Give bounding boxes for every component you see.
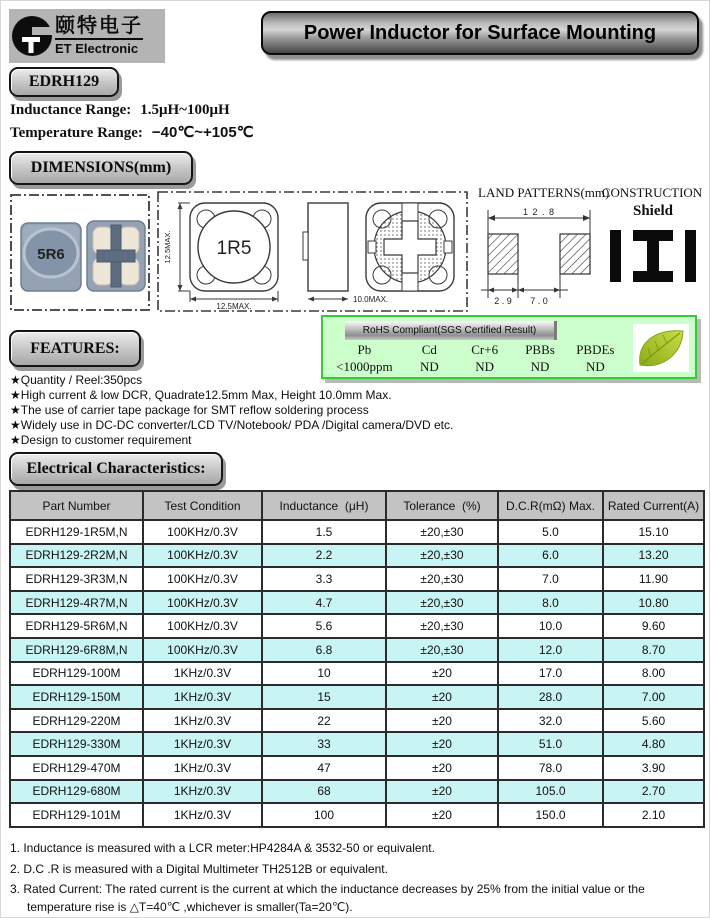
temperature-range-value: −40℃~+105℃ xyxy=(151,124,254,141)
table-cell: 1KHz/0.3V xyxy=(143,709,262,733)
temperature-range-label: Temperature Range: xyxy=(10,125,143,141)
land-gap-label: 7 . 0 xyxy=(530,296,548,306)
feature-item: ★High current & low DCR, Quadrate12.5mm Max, Height 10.0mm Max. xyxy=(10,387,392,402)
table-cell: 17.0 xyxy=(498,662,603,686)
table-cell: 22 xyxy=(262,709,386,733)
table-cell: EDRH129-100M xyxy=(10,662,143,686)
table-cell: 1KHz/0.3V xyxy=(143,803,262,827)
table-cell: ±20,±30 xyxy=(386,614,498,638)
dimensions-section-header xyxy=(9,151,193,185)
table-cell: 47 xyxy=(262,756,386,780)
et-logo-mark-icon xyxy=(11,11,55,61)
table-cell: ±20 xyxy=(386,780,498,804)
table-row xyxy=(10,780,704,804)
rohs-substance-label: Cr+6 xyxy=(471,342,499,358)
column-header: Inductance (μH) xyxy=(262,491,386,520)
table-cell: ±20 xyxy=(386,685,498,709)
table-cell: 8.70 xyxy=(603,638,704,662)
table-cell: EDRH129-4R7M,N xyxy=(10,591,143,615)
logo-chinese-name: 颐特电子 xyxy=(55,15,143,37)
table-cell: 32.0 xyxy=(498,709,603,733)
table-row xyxy=(10,638,704,662)
land-pattern-drawing xyxy=(478,206,600,314)
table-cell: ±20,±30 xyxy=(386,567,498,591)
series-label: EDRH129 xyxy=(28,73,100,90)
table-cell: 5.6 xyxy=(262,614,386,638)
footnote-item: 3. Rated Current: The rated current is the current at which the inductance decreases by 25% from the initial value or the temperature rise is △T=40℃ ,whichever is smaller(Ta=20℃). xyxy=(10,882,645,914)
table-cell: EDRH129-2R2M,N xyxy=(10,544,143,568)
product-photo xyxy=(9,193,151,312)
features-section-title: FEATURES: xyxy=(30,339,120,357)
company-logo xyxy=(9,9,165,63)
rohs-substance-label: Pb xyxy=(357,342,372,358)
table-cell: EDRH129-3R3M,N xyxy=(10,567,143,591)
table-cell: ±20 xyxy=(386,732,498,756)
table-cell: 7.0 xyxy=(498,567,603,591)
rohs-substance-label: PBBs xyxy=(525,342,555,358)
shield-construction-icon xyxy=(607,227,699,285)
footnotes xyxy=(10,840,708,918)
table-cell: 10 xyxy=(262,662,386,686)
table-cell: ±20,±30 xyxy=(386,638,498,662)
table-cell: ±20 xyxy=(386,803,498,827)
table-cell: 100KHz/0.3V xyxy=(143,567,262,591)
features-list xyxy=(10,373,610,448)
table-cell: 5.0 xyxy=(498,520,603,544)
table-body xyxy=(10,520,704,827)
series-badge xyxy=(9,67,119,97)
table-cell: ±20,±30 xyxy=(386,544,498,568)
footnote-item: 2. D.C .R is measured with a Digital Multimeter TH2512B or equivalent. xyxy=(10,861,388,876)
rohs-substances-row xyxy=(327,342,623,359)
table-cell: 11.90 xyxy=(603,567,704,591)
table-cell: 1KHz/0.3V xyxy=(143,685,262,709)
table-cell: ±20,±30 xyxy=(386,591,498,615)
table-cell: 100KHz/0.3V xyxy=(143,591,262,615)
table-cell: EDRH129-220M xyxy=(10,709,143,733)
logo-english-name: ET Electronic xyxy=(55,41,139,56)
table-cell: EDRH129-680M xyxy=(10,780,143,804)
table-cell: 10.80 xyxy=(603,591,704,615)
table-cell: 100 xyxy=(262,803,386,827)
table-cell: 100KHz/0.3V xyxy=(143,638,262,662)
page-title-banner xyxy=(261,11,699,55)
column-header: Part Number xyxy=(10,491,143,520)
table-cell: ±20 xyxy=(386,756,498,780)
rohs-banner-text: RoHS Compliant(SGS Certified Result) xyxy=(362,325,537,336)
rohs-substance-value: ND xyxy=(475,358,495,374)
construction-title: CONSTRUCTION xyxy=(601,185,703,200)
table-row xyxy=(10,544,704,568)
table-cell: 13.20 xyxy=(603,544,704,568)
drawing-part-marking: 1R5 xyxy=(216,238,252,259)
table-cell: 100KHz/0.3V xyxy=(143,544,262,568)
leaf-icon xyxy=(633,324,689,372)
feature-item: ★Widely use in DC-DC converter/LCD TV/Notebook/ PDA /Digital camera/DVD etc. xyxy=(10,417,454,432)
electrical-characteristics-table xyxy=(9,490,705,828)
table-cell: ±20 xyxy=(386,662,498,686)
photo-part-marking: 5R6 xyxy=(37,246,65,263)
table-row xyxy=(10,709,704,733)
table-row xyxy=(10,732,704,756)
rohs-substance-label: PBDEs xyxy=(576,342,615,358)
table-cell: 105.0 xyxy=(498,780,603,804)
inductance-range-line xyxy=(10,102,230,119)
table-cell: EDRH129-470M xyxy=(10,756,143,780)
inductance-range-label: Inductance Range: xyxy=(10,102,132,118)
table-cell: 10.0 xyxy=(498,614,603,638)
column-header: D.C.R(mΩ) Max. xyxy=(498,491,603,520)
table-cell: 1KHz/0.3V xyxy=(143,780,262,804)
table-cell: 1KHz/0.3V xyxy=(143,756,262,780)
table-cell: 15 xyxy=(262,685,386,709)
rohs-substance-value: ND xyxy=(419,358,439,374)
table-cell: EDRH129-101M xyxy=(10,803,143,827)
column-header: Test Condition xyxy=(143,491,262,520)
table-cell: 5.60 xyxy=(603,709,704,733)
table-row xyxy=(10,803,704,827)
rohs-substance-value: <1000ppm xyxy=(336,358,393,374)
green-leaf-box xyxy=(633,324,689,372)
table-cell: 4.7 xyxy=(262,591,386,615)
table-cell: 9.60 xyxy=(603,614,704,638)
table-cell: 51.0 xyxy=(498,732,603,756)
page-title: Power Inductor for Surface Mounting xyxy=(303,21,657,44)
table-row xyxy=(10,567,704,591)
rohs-banner xyxy=(345,321,557,340)
construction-type-label: Shield xyxy=(632,203,674,219)
table-row xyxy=(10,685,704,709)
logo-text xyxy=(55,16,143,56)
table-row xyxy=(10,591,704,615)
table-cell: 68 xyxy=(262,780,386,804)
dimension-drawing xyxy=(156,190,469,313)
column-header: Rated Current(A) xyxy=(603,491,704,520)
logo-divider xyxy=(55,38,143,40)
land-pad-width-label: 2 . 9 xyxy=(494,296,512,306)
inductance-range-value: 1.5μH~100μH xyxy=(140,102,230,118)
temperature-range-line xyxy=(10,123,254,142)
table-cell: 2.10 xyxy=(603,803,704,827)
rohs-substance-value: ND xyxy=(585,358,605,374)
column-header: Tolerance (%) xyxy=(386,491,498,520)
table-cell: 78.0 xyxy=(498,756,603,780)
table-cell: EDRH129-1R5M,N xyxy=(10,520,143,544)
rohs-compliance-panel xyxy=(321,315,697,379)
rohs-substance-value: ND xyxy=(530,358,550,374)
table-cell: 6.8 xyxy=(262,638,386,662)
table-cell: 1.5 xyxy=(262,520,386,544)
table-cell: 12.0 xyxy=(498,638,603,662)
table-row xyxy=(10,756,704,780)
table-cell: ±20,±30 xyxy=(386,520,498,544)
table-cell: EDRH129-5R6M,N xyxy=(10,614,143,638)
electrical-section-title: Electrical Characteristics: xyxy=(26,460,206,477)
table-cell: 2.70 xyxy=(603,780,704,804)
table-cell: 2.2 xyxy=(262,544,386,568)
table-row xyxy=(10,614,704,638)
table-cell: 8.0 xyxy=(498,591,603,615)
table-cell: EDRH129-6R8M,N xyxy=(10,638,143,662)
table-cell: 1KHz/0.3V xyxy=(143,732,262,756)
feature-item: ★Quantity / Reel:350pcs xyxy=(10,373,143,387)
dim-depth-label: 10.0MAX. xyxy=(353,295,389,304)
table-cell: 6.0 xyxy=(498,544,603,568)
footnote-item: 1. Inductance is measured with a LCR meter:HP4284A & 3532-50 or equivalent. xyxy=(10,841,435,855)
dim-height-label: 12.5MAX. xyxy=(163,230,172,264)
land-patterns-title: LAND PATTERNS(mm) xyxy=(478,185,610,200)
rohs-table xyxy=(327,342,623,375)
feature-item: ★The use of carrier tape package for SMT reflow soldering process xyxy=(10,402,369,417)
dim-width-label: 12.5MAX. xyxy=(216,302,252,311)
table-cell: 15.10 xyxy=(603,520,704,544)
land-total-width-label: 1 2 . 8 xyxy=(522,207,556,217)
table-cell: 33 xyxy=(262,732,386,756)
table-cell: 7.00 xyxy=(603,685,704,709)
table-header-row xyxy=(10,491,704,520)
table-cell: 28.0 xyxy=(498,685,603,709)
features-section-header xyxy=(9,330,141,367)
table-cell: 4.80 xyxy=(603,732,704,756)
table-cell: 1KHz/0.3V xyxy=(143,662,262,686)
table-row xyxy=(10,662,704,686)
table-cell: EDRH129-330M xyxy=(10,732,143,756)
feature-item: ★Design to customer requirement xyxy=(10,432,192,447)
table-cell: 100KHz/0.3V xyxy=(143,614,262,638)
dimensions-section-title: DIMENSIONS(mm) xyxy=(30,159,172,176)
table-row xyxy=(10,520,704,544)
table-cell: 150.0 xyxy=(498,803,603,827)
electrical-section-header xyxy=(9,452,223,486)
table-cell: 8.00 xyxy=(603,662,704,686)
table-cell: 100KHz/0.3V xyxy=(143,520,262,544)
table-cell: EDRH129-150M xyxy=(10,685,143,709)
table-cell: ±20 xyxy=(386,709,498,733)
table-cell: 3.3 xyxy=(262,567,386,591)
rohs-substance-label: Cd xyxy=(421,342,437,358)
table-cell: 3.90 xyxy=(603,756,704,780)
